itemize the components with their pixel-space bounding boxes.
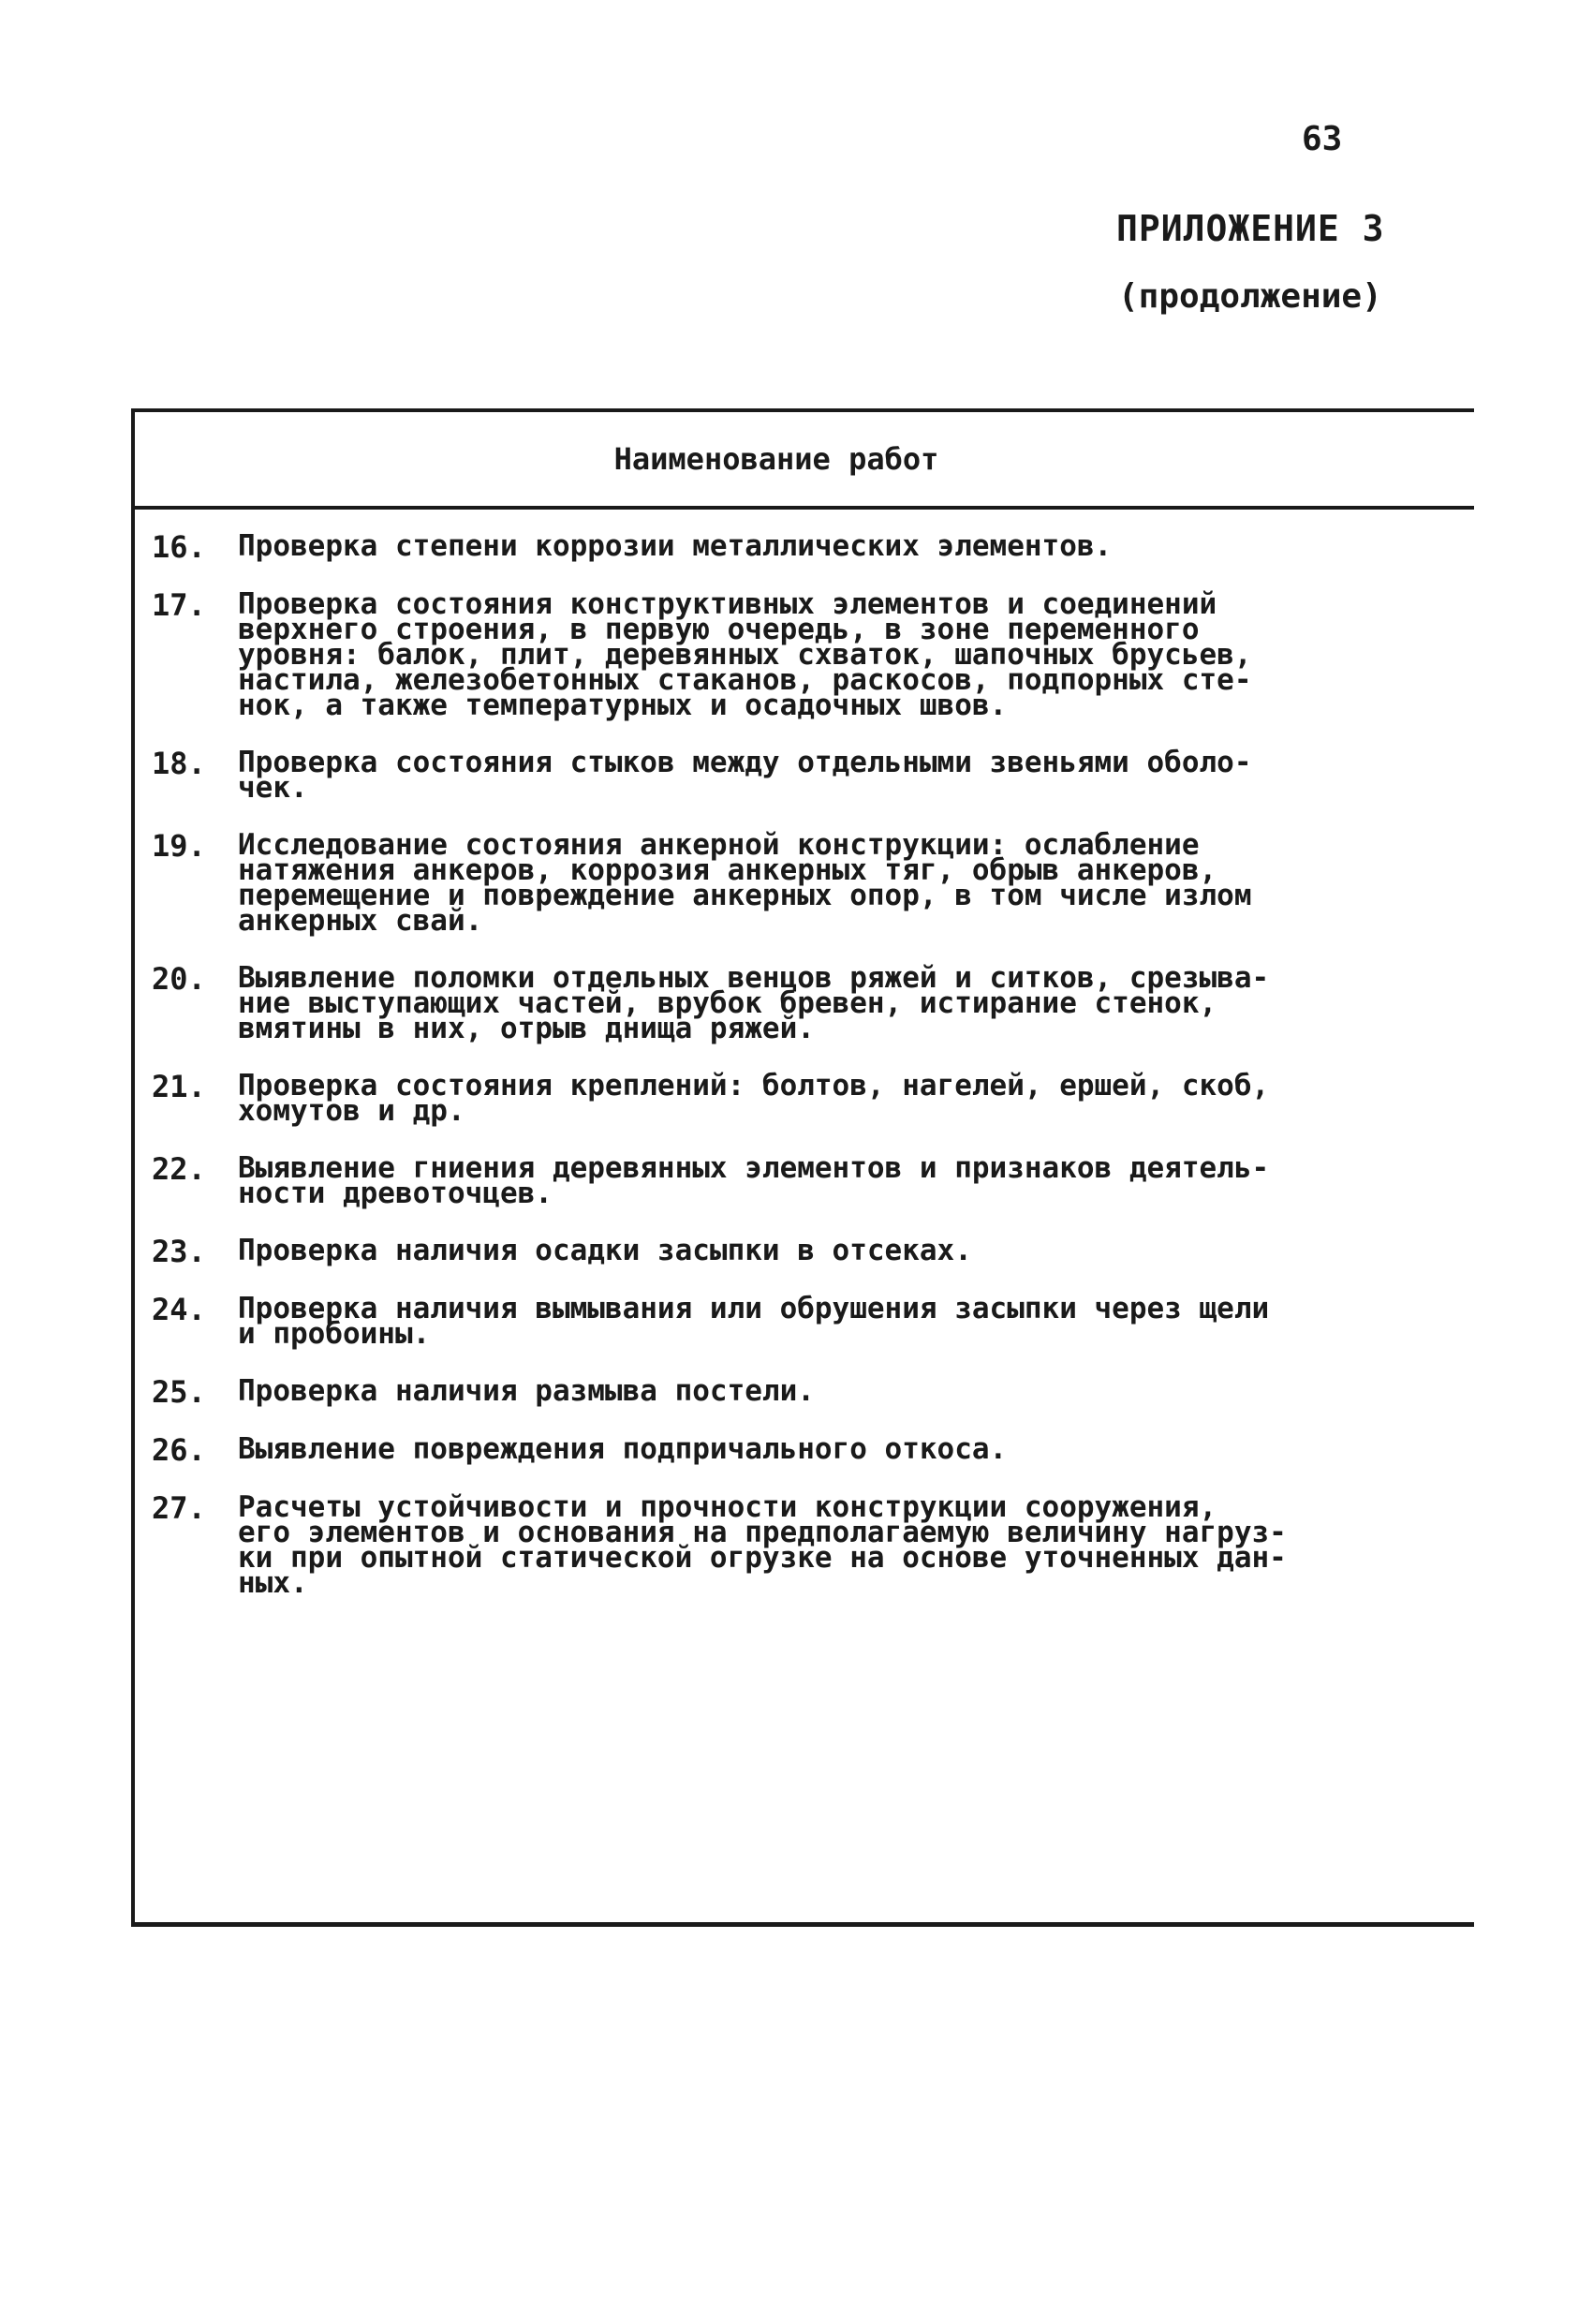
- item-number: 25.: [152, 1374, 206, 1410]
- item-number: 27.: [152, 1490, 206, 1526]
- list-item: [135, 1490, 1474, 1600]
- list-item: [135, 1234, 1474, 1269]
- item-text: Проверка состояния конструктивных элементов и соединений верхнего строения, в первую очередь, в зоне переменного уровня: балок, плит, деревянных схваток, шапочных брусьев, настила, железобетонных стаканов, раскосов, подпорных сте- нок, а также температурных и осадочных швов.: [238, 587, 1252, 722]
- item-text: Проверка степени коррозии металлических элементов.: [238, 529, 1113, 563]
- item-number: 17.: [152, 587, 206, 623]
- item-number: 19.: [152, 828, 206, 864]
- item-number: 21.: [152, 1069, 206, 1104]
- item-number: 18.: [152, 746, 206, 781]
- item-number: 22.: [152, 1151, 206, 1187]
- item-text: Проверка состояния стыков между отдельными звеньями оболо- чек.: [238, 746, 1252, 805]
- item-text: Проверка наличия вымывания или обрушения засыпки через щели и пробоины.: [238, 1292, 1270, 1351]
- list-item: [135, 1151, 1474, 1210]
- items-list: [135, 510, 1474, 1600]
- list-item: [135, 746, 1474, 805]
- list-item: [135, 1069, 1474, 1128]
- item-text: Расчеты устойчивости и прочности конструкции сооружения, его элементов и основания на предполагаемую величину нагруз- ки при опытной статической огрузке на основе уточненных дан- ных.: [238, 1490, 1287, 1600]
- item-text: Проверка состояния креплений: болтов, нагелей, ершей, скоб, хомутов и др.: [238, 1069, 1270, 1128]
- item-number: 20.: [152, 961, 206, 997]
- list-item: [135, 529, 1474, 565]
- item-number: 26.: [152, 1432, 206, 1468]
- item-text: Проверка наличия осадки засыпки в отсеках.: [238, 1234, 972, 1267]
- item-text: Выявление повреждения подпричального откоса.: [238, 1432, 1008, 1466]
- list-item: [135, 828, 1474, 938]
- item-text: Выявление гниения деревянных элементов и признаков деятель- ности древоточцев.: [238, 1151, 1270, 1210]
- appendix-subtitle: (продолжение): [1118, 277, 1382, 316]
- list-item: [135, 1374, 1474, 1410]
- list-item: [135, 1292, 1474, 1351]
- item-number: 16.: [152, 529, 206, 565]
- item-number: 24.: [152, 1292, 206, 1327]
- item-text: Проверка наличия размыва постели.: [238, 1374, 815, 1408]
- works-table: [131, 408, 1474, 1927]
- item-number: 23.: [152, 1234, 206, 1269]
- page-number: 63: [1302, 120, 1343, 158]
- list-item: [135, 961, 1474, 1045]
- list-item: [135, 1432, 1474, 1468]
- appendix-title: ПРИЛОЖЕНИЕ 3: [1116, 208, 1385, 249]
- table-header: Наименование работ: [135, 412, 1474, 510]
- list-item: [135, 587, 1474, 722]
- item-text: Выявление поломки отдельных венцов ряжей и ситков, срезыва- ние выступающих частей, врубок бревен, истирание стенок, вмятины в них, отрыв днища ряжей.: [238, 961, 1270, 1045]
- item-text: Исследование состояния анкерной конструкции: ослабление натяжения анкеров, коррозия анкерных тяг, обрыв анкеров, перемещение и повреждение анкерных опор, в том числе излом анкерных свай.: [238, 828, 1252, 938]
